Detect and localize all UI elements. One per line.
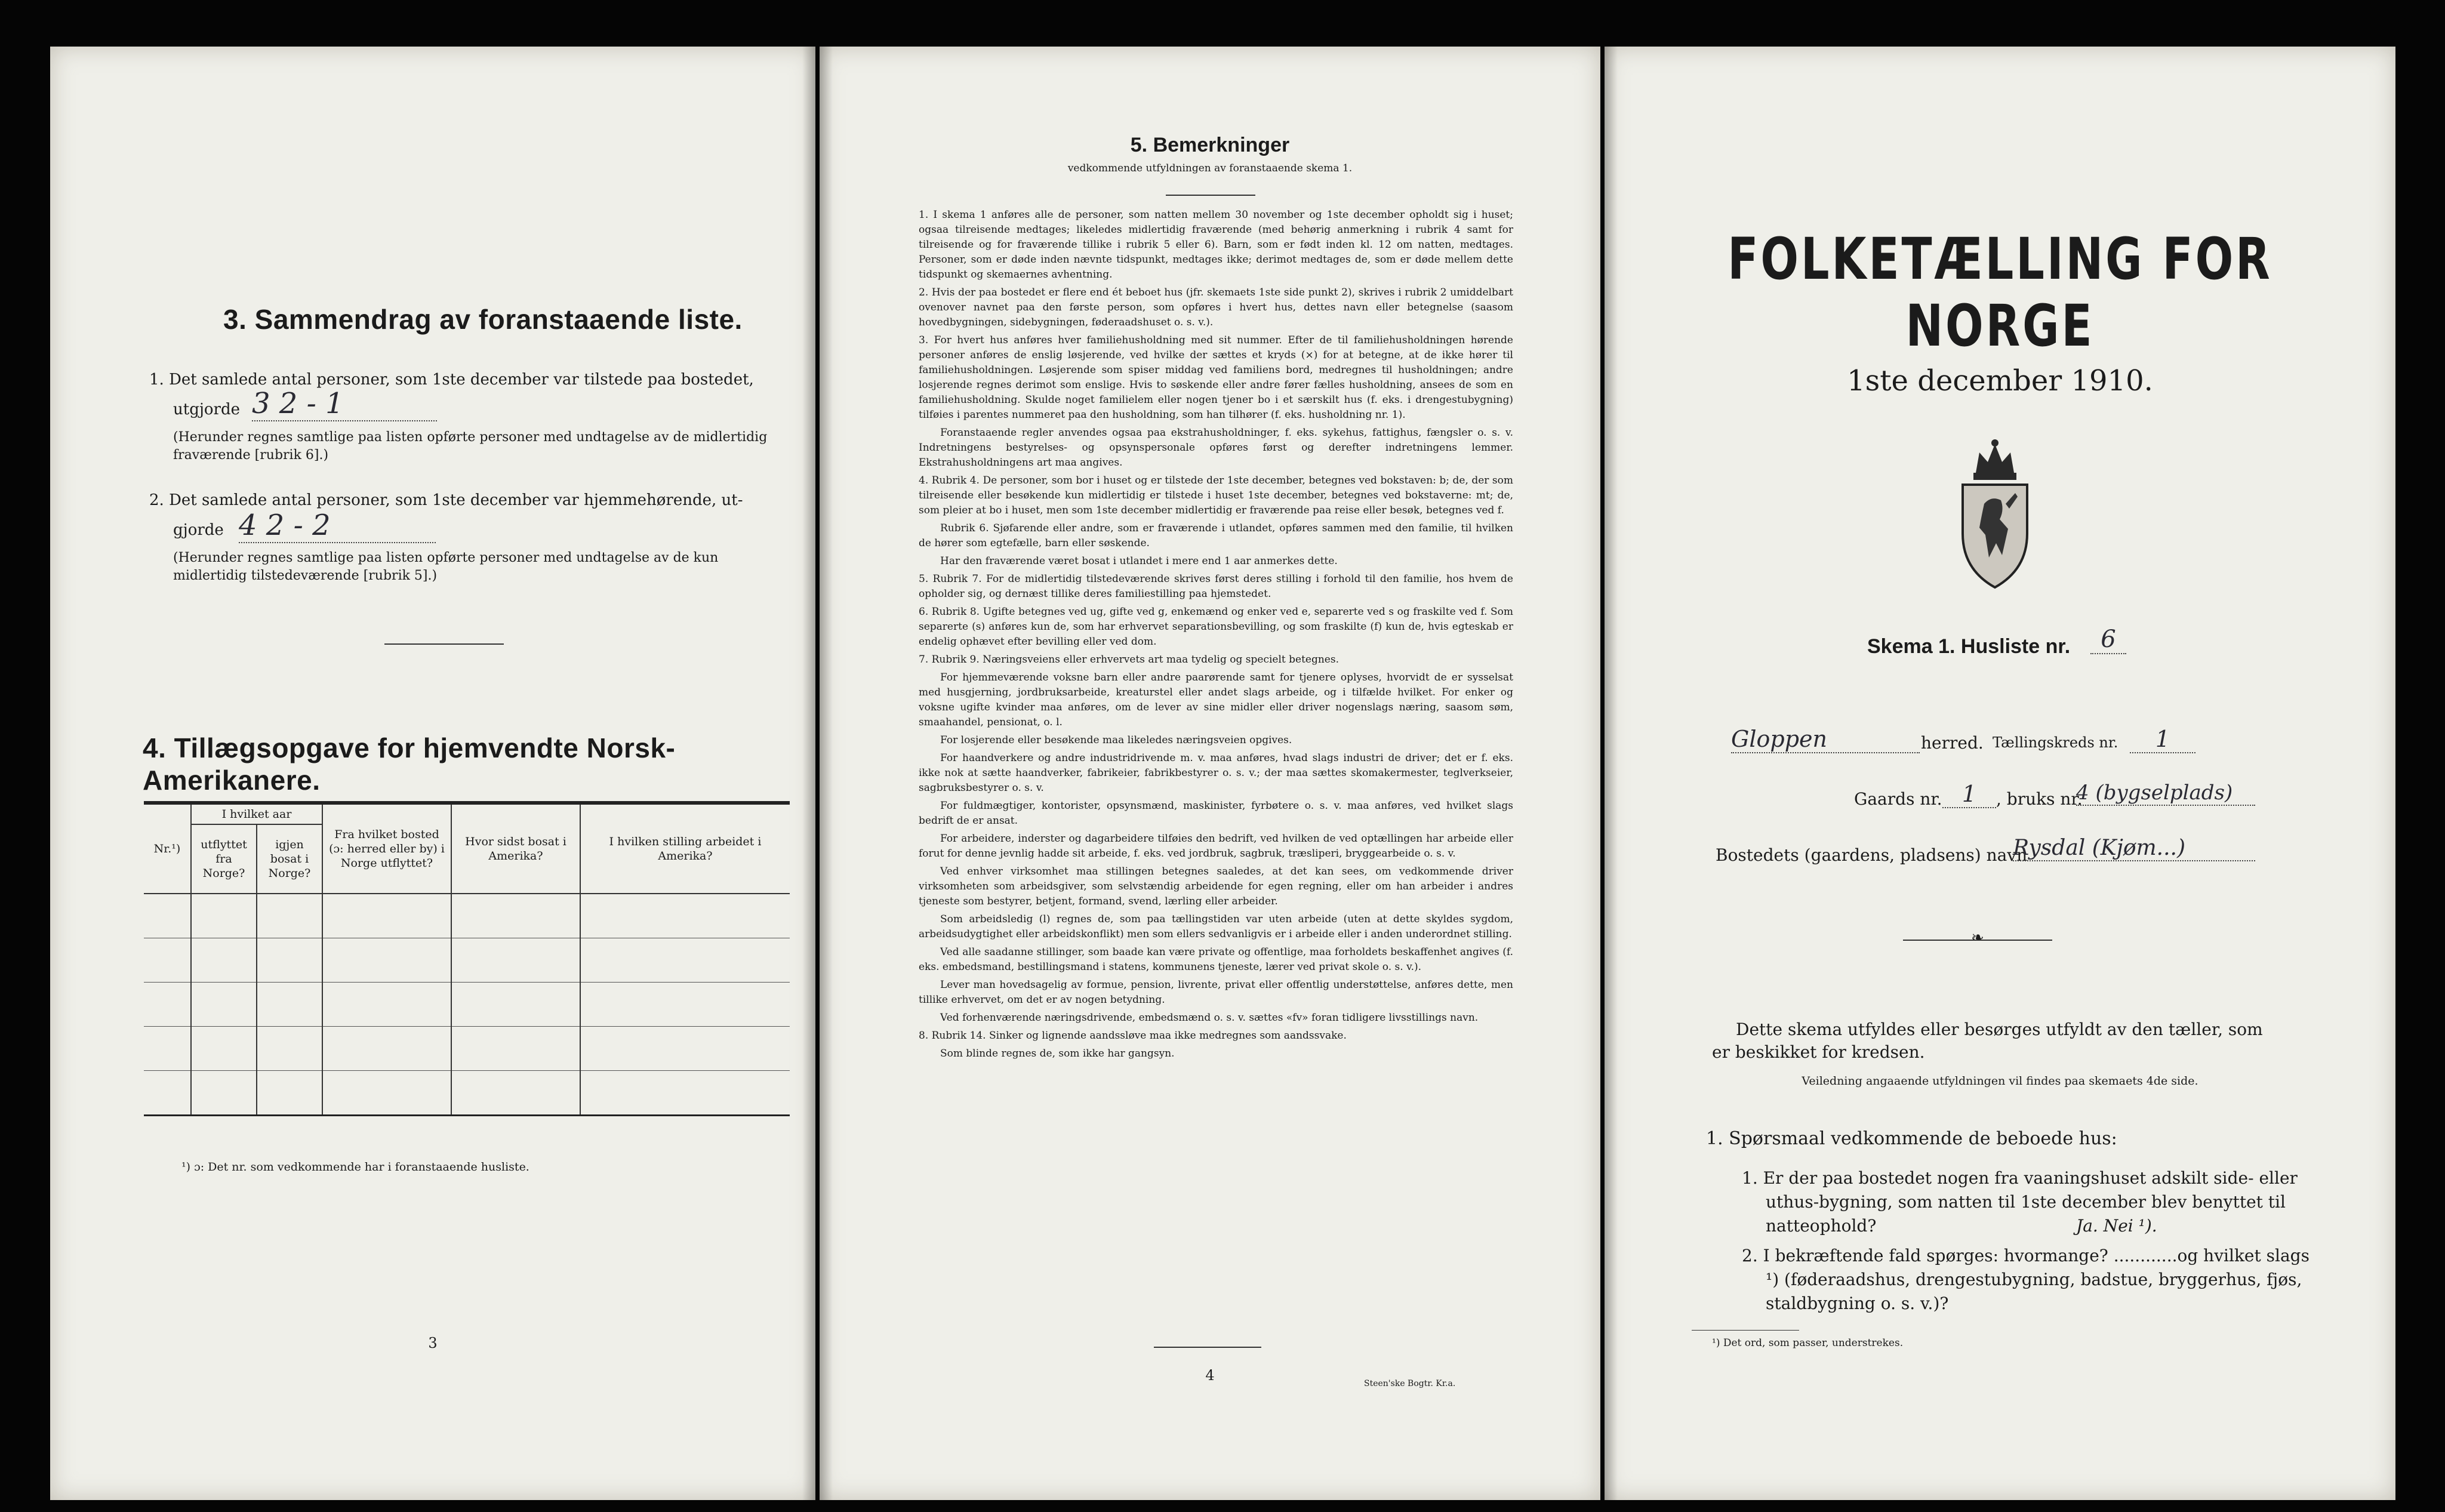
col-stilling: I hvilken stilling arbeidet i Amerika? [580,803,790,894]
col-utflyttet: utflyttet fra Norge? [191,824,257,894]
remark-paragraph: 5. Rubrik 7. For de midlertidig tilstedeværende skrives først deres stilling i forhold til den familie, hos hvem de opholder sig, og dernæst tillike deres familiestilling paa hjemstedet. [919,573,1513,600]
remark-paragraph: Ved enhver virksomhet maa stillingen betegnes saaledes, at det kan sees, om vedkommende driver virksomheten som arbeidsgiver, som selvstændig arbeidende for egen regning, eller om han arbeider i andres tjeneste som bestyrer, betjent, formand, svend, lærling eller arbeider. [919,866,1513,907]
section3-item2-label: gjorde [173,521,224,539]
bruks-value[interactable]: 4 (bygselplads) [2076,781,2255,806]
page-fold-shadow [820,47,833,1500]
remark-paragraph: Rubrik 6. Sjøfarende eller andre, som er fraværende i utlandet, opføres sammen med den familie, til hvilken de hører som egtefælle, barn eller søskende. [919,522,1513,549]
remark-paragraph: 4. Rubrik 4. De personer, som bor i huset og er tilstede der 1ste december, betegnes ved bokstaven: b; de, der som tilreisende eller besøkende kun midlertidig er tilstede i huset 1ste december, betegnes ved bokstaverne: mt; de, som pleier at bo i huset, men som 1ste december midlertidig er fraværende paa reise eller besøk, betegnes ved f. [919,475,1513,516]
page-number: 4 [1205,1367,1215,1384]
remark-paragraph: Lever man hovedsagelig av formue, pension, livrente, privat eller offentlig understøttelse, anføres dette, men tillike erhvervet, om det er av nogen betydning. [919,979,1513,1006]
section3-item2-value[interactable]: 4 2 - 2 [239,509,436,543]
remark-paragraph: 7. Rubrik 9. Næringsveiens eller erhvervets art maa tydelig og specielt betegnes. [919,654,1339,666]
page-number: 3 [428,1335,438,1351]
remark-paragraph: Som arbeidsledig (l) regnes de, som paa tællingstiden var uten arbeide (uten at dette skyldes sygdom, arbeidsudygtighet eller arbeidskonflikt) men som ellers sedvanligvis er i arbeide eller i anden underordnet stilling. [919,913,1513,940]
section3-title: 3. Sammendrag av foranstaaende liste. [223,304,743,335]
gaards-value[interactable]: 1 [1942,781,1996,808]
remark-paragraph: For losjerende eller besøkende maa likeledes næringsveien opgives. [940,734,1292,746]
remark-paragraph: For arbeidere, inderster og dagarbeidere tilføies den bedrift, ved hvilken de ved optællingen har arbeide eller forut for denne jevnlig hadde sit arbeide, f. eks. ved jordbruk, sagbruk, træsliperi, bryggearbeide o. s. v. [919,833,1513,860]
remark-paragraph: Foranstaaende regler anvendes ogsaa paa ekstrahusholdninger, f. eks. sykehus, fattighus, fængsler o. s. v. Indretningens bestyrelses- og opsynspersonale opføres først og derefter indretningens lemmer. Ekstrahusholdningens art maa angives. [919,427,1513,469]
gaards-label: Gaards nr. [1854,789,1942,809]
table-row [144,938,790,983]
kreds-label: Tællingskreds nr. [1993,734,2118,751]
section3-item2: 2. Det samlede antal personer, som 1ste december var hjemmehørende, ut- [149,491,743,509]
remark-paragraph: 3. For hvert hus anføres hver familiehusholdning med sit nummer. Efter de til familiehusholdningen hørende personer anføres de enslig løsjerende, ved hvilke der sættes et kryds (×) for at betegne, at de ikke hører til familiehusholdningen. Løsjerende som spiser middag ved familiens bord, medregnes til husholdningen; andre losjerende regnes derimot som enslige. Hvis to søskende eller andre fører fælles husholdning, ansees de som en familiehusholdning. Skulde noget familielem eller nogen tjener bo i et særskilt hus (f. eks. i drengestubygning) tilføies i parentes nummeret paa den husholdning, som han tilhører (f. eks. husholdning nr. 1). [919,334,1513,421]
col-nr: Nr.¹) [144,803,191,894]
question-1-answer[interactable]: Ja. Nei ¹). [2076,1216,2157,1236]
bruks-label: , bruks nr. [1996,789,2083,809]
remark-paragraph: Har den fraværende været bosat i utlandet i mere end 1 aar anmerkes dette. [940,555,1338,567]
page-left [50,47,815,1500]
section4-table [144,801,790,1116]
table-row [144,894,790,938]
page-fold-shadow [1605,47,1618,1500]
section4-footnote: ¹) ɔ: Det nr. som vedkommende har i foranstaaende husliste. [181,1160,529,1174]
remarks-title: 5. Bemerkninger [1130,134,1290,156]
remark-paragraph: 2. Hvis der paa bostedet er flere end ét beboet hus (jfr. skemaets 1ste side punkt 2), skrives i rubrik 2 umiddelbart ovenover navnet paa den første person, som opføres i hvert hus, dettes navn eller betegnelse (saasom hovedbygningen, sidebygningen, føderaadshuset o. s. v.). [919,287,1513,328]
remarks-body [919,208,1513,1064]
remarks-subtitle: vedkommende utfyldningen av foranstaaende skema 1. [1067,162,1353,174]
section3-item1-label: utgjorde [173,401,241,418]
bosted-label: Bostedets (gaardens, pladsens) navn [1716,845,2028,865]
question-2: 2. I bekræftende fald spørges: hvormange? ............og hvilket slags ¹) (føderaadshus, drengestubygning, badstue, bryggerhus, fjøs, staldbygning o. s. v.)? [1742,1246,2309,1313]
census-title: FOLKETÆLLING FOR NORGE [1727,226,2272,359]
col-sidst: Hvor sidst bosat i Amerika? [451,803,580,894]
census-date: 1ste december 1910. [1847,364,2153,398]
table-row [144,1027,790,1071]
section3-item1-note: (Herunder regnes samtlige paa listen opførte personer med undtagelse av de midlertidig fraværende [rubrik 6].) [173,430,768,463]
section4-title: 4. Tillægsopgave for hjemvendte Norsk-Amerikanere. [143,732,676,796]
section3-item2-note: (Herunder regnes samtlige paa listen opførte personer med undtagelse av de kun midlertidig tilstedeværende [rubrik 5].) [173,550,719,583]
questions-heading: 1. Spørsmaal vedkommende de beboede hus: [1706,1128,2117,1149]
col-igjen: igjen bosat i Norge? [257,824,322,894]
page-middle [820,47,1600,1500]
herred-value[interactable]: Gloppen [1731,726,1920,753]
table-row [144,1071,790,1116]
remark-paragraph: 1. I skema 1 anføres alle de personer, som natten mellem 30 november og 1ste december opholdt sig i huset; ogsaa tilreisende medtages; likeledes midlertidig fraværende (med behørig anmerkning i rubrik 4 samt for tilreisende og for fraværende tillike i rubrik 5 eller 6). Barn, som er født inden kl. 12 om natten, medtages. Personer, som er døde inden nævnte tidspunkt, medtages ikke; derimot medtages de, som er døde mellem dette tidspunkt og skemaernes avhentning. [919,209,1513,281]
footnote: ¹) Det ord, som passer, understrekes. [1712,1337,1904,1349]
instruction-small: Veiledning angaaende utfyldningen vil findes paa skemaets 4de side. [1802,1074,2198,1088]
instruction-text: Dette skema utfyldes eller besørges utfyldt av den tæller, som er beskikket for kredsen. [1712,1020,2263,1062]
skema-label: Skema 1. Husliste nr. [1867,635,2071,658]
footnote-divider [1692,1330,1799,1331]
remarks-divider [1166,195,1255,196]
ornament-icon: ❧ [1971,929,1984,947]
question-1: 1. Er der paa bostedet nogen fra vaaningshuset adskilt side- eller uthus-bygning, som natten til 1ste december blev benyttet til natteophold? [1742,1168,2298,1236]
col-bosted: Fra hvilket bosted (ɔ: herred eller by) i Norge utflyttet? [322,803,451,894]
section-divider [384,643,504,645]
coat-of-arms-icon [1956,438,2034,593]
kreds-value[interactable]: 1 [2130,726,2195,753]
bosted-value[interactable]: Rysdal (Kjøm...) [2013,836,2255,861]
remark-paragraph: For haandverkere og andre industridrivende m. v. maa anføres, hvad slags industri de driver; det er f. eks. ikke nok at sætte haandverker, fabrikeier, fabrikbestyrer o. s. v.; der maa sættes skomakermester, teglverkseier, sagbruksbestyrer o. s. v. [919,752,1513,794]
section3-item1-value[interactable]: 3 2 - 1 [252,387,437,421]
remark-paragraph: Ved alle saadanne stillinger, som baade kan være private og offentlige, maa forholdets beskaffenhet angives (f. eks. embedsmand, bestillingsmand i statens, kommunens tjeneste, lærer ved privat skole o. s. v.). [919,946,1513,973]
herred-label: herred. [1921,733,1984,753]
remark-paragraph: For hjemmeværende voksne barn eller andre paarørende samt for tjenere oplyses, hvorvidt de er sysselsat med husgjerning, jordbruksarbeide, kreaturstel eller andet slags arbeide, og i tilfælde hvilket. For enker og voksne ugifte kvinder maa anføres, om de lever av sine midler eller driver nogenslags næring, saasom søm, smaahandel, pensionat, o. l. [919,672,1513,728]
page-right [1605,47,2395,1500]
col-group-year: I hvilket aar [191,803,322,824]
section3-item1: 1. Det samlede antal personer, som 1ste december var tilstede paa bostedet, [149,371,754,389]
footer-divider [1154,1347,1261,1348]
table-row [144,983,790,1027]
remark-paragraph: 8. Rubrik 14. Sinker og lignende aandssløve maa ikke medregnes som aandssvake. [919,1030,1347,1042]
husliste-number[interactable]: 6 [2090,626,2126,654]
remark-paragraph: 6. Rubrik 8. Ugifte betegnes ved ug, gifte ved g, enkemænd og enker ved e, separerte ved s og fraskilte ved f. Som separerte (s) anføres kun de, som har erhvervet separationsbevilling, og som fraskilte (f) kun de, hvis egteskab er endelig ophævet efter bevilling eller ved dom. [919,606,1513,648]
printer-mark: Steen'ske Bogtr. Kr.a. [1364,1379,1456,1388]
remark-paragraph: For fuldmægtiger, kontorister, opsynsmænd, maskinister, fyrbøtere o. s. v. maa anføres, ved hvilket slags bedrift de er ansat. [919,800,1513,827]
remark-paragraph: Som blinde regnes de, som ikke har gangsyn. [940,1048,1175,1060]
remark-paragraph: Ved forhenværende næringsdrivende, embedsmænd o. s. v. sættes «fv» foran tidligere livsstillings navn. [940,1012,1479,1024]
